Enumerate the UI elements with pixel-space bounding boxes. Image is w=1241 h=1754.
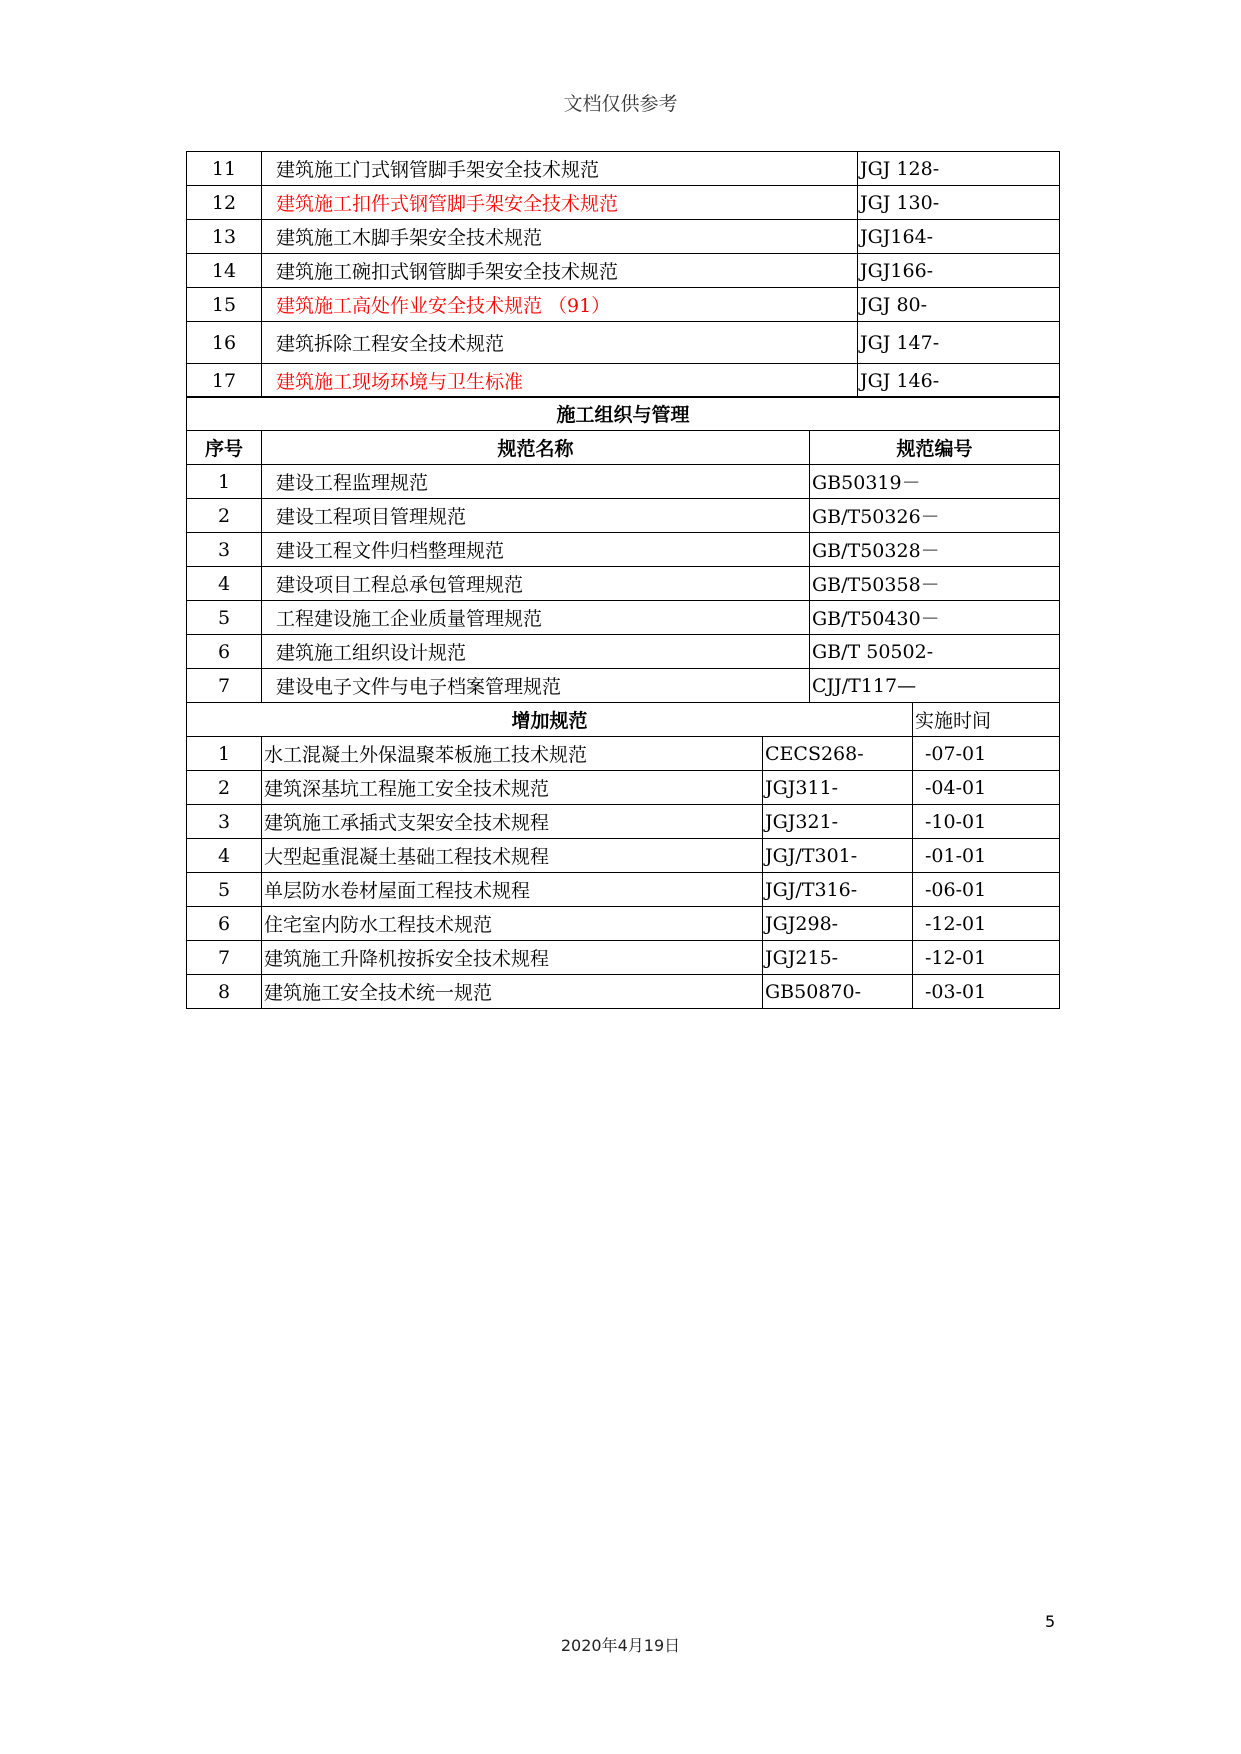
standard-name: 水工混凝土外保温聚苯板施工技术规范 [262, 737, 763, 771]
table-row [187, 465, 1060, 499]
standard-name: 建设工程监理规范 [262, 465, 810, 499]
standard-code: JGJ215- [763, 941, 913, 975]
section-title-management: 施工组织与管理 [187, 397, 1060, 431]
row-number: 5 [187, 873, 262, 907]
table-row [187, 941, 1060, 975]
col-header-num: 序号 [187, 431, 262, 465]
col-header-code: 规范编号 [810, 431, 1060, 465]
standard-code: GB50319－ [810, 465, 1060, 499]
construction-management-table [186, 396, 1060, 703]
standard-code: JGJ311- [763, 771, 913, 805]
standard-code: JGJ 80- [858, 288, 1060, 322]
row-number: 7 [187, 941, 262, 975]
effective-date: -06-01 [913, 873, 1060, 907]
table-row [187, 322, 1060, 364]
effective-date: -07-01 [913, 737, 1060, 771]
effective-date: -01-01 [913, 839, 1060, 873]
table-row [187, 635, 1060, 669]
row-number: 1 [187, 465, 262, 499]
table-row [187, 737, 1060, 771]
table2-body [187, 465, 1060, 703]
col-header-date: 实施时间 [913, 703, 1060, 737]
standard-code: JGJ 146- [858, 364, 1060, 398]
standard-name: 住宅室内防水工程技术规范 [262, 907, 763, 941]
footer-date: 2020年4月19日 [560, 1636, 681, 1655]
table-row [187, 254, 1060, 288]
row-number: 3 [187, 805, 262, 839]
standard-name: 建筑施工承插式支架安全技术规程 [262, 805, 763, 839]
standard-name: 建筑施工高处作业安全技术规范 （91） [262, 288, 858, 322]
table-row [187, 601, 1060, 635]
standard-code: JGJ 130- [858, 186, 1060, 220]
table-row [187, 805, 1060, 839]
standard-name: 建筑施工碗扣式钢管脚手架安全技术规范 [262, 254, 858, 288]
standard-code: GB/T50358－ [810, 567, 1060, 601]
row-number: 17 [187, 364, 262, 398]
standard-code: JGJ/T316- [763, 873, 913, 907]
row-number: 4 [187, 567, 262, 601]
row-number: 12 [187, 186, 262, 220]
standards-table-continued [186, 151, 1060, 398]
standard-name: 单层防水卷材屋面工程技术规程 [262, 873, 763, 907]
standard-code: JGJ 147- [858, 322, 1060, 364]
standard-name: 建筑施工安全技术统一规范 [262, 975, 763, 1009]
standard-code: JGJ321- [763, 805, 913, 839]
row-number: 4 [187, 839, 262, 873]
row-number: 11 [187, 152, 262, 186]
row-number: 5 [187, 601, 262, 635]
effective-date: -03-01 [913, 975, 1060, 1009]
page-number: 5 [1045, 1612, 1056, 1631]
standard-name: 建设工程项目管理规范 [262, 499, 810, 533]
standard-name: 建筑施工升降机按拆安全技术规程 [262, 941, 763, 975]
table-row [187, 873, 1060, 907]
standard-code: GB/T 50502- [810, 635, 1060, 669]
standard-name: 建筑施工门式钢管脚手架安全技术规范 [262, 152, 858, 186]
standard-code: GB/T50430－ [810, 601, 1060, 635]
row-number: 6 [187, 635, 262, 669]
standard-code: CECS268- [763, 737, 913, 771]
table-row [187, 186, 1060, 220]
standard-name: 建设项目工程总承包管理规范 [262, 567, 810, 601]
page-header: 文档仅供参考 [563, 93, 678, 115]
row-number: 1 [187, 737, 262, 771]
row-number: 16 [187, 322, 262, 364]
row-number: 14 [187, 254, 262, 288]
table-row [187, 669, 1060, 703]
standard-code: GB50870- [763, 975, 913, 1009]
table1-body [187, 152, 1060, 398]
standard-name: 建设工程文件归档整理规范 [262, 533, 810, 567]
standard-code: CJJ/T117— [810, 669, 1060, 703]
standard-code: JGJ 128- [858, 152, 1060, 186]
table-row [187, 771, 1060, 805]
standard-name: 工程建设施工企业质量管理规范 [262, 601, 810, 635]
added-standards-table [186, 702, 1060, 1009]
row-number: 7 [187, 669, 262, 703]
standard-name: 建筑施工扣件式钢管脚手架安全技术规范 [262, 186, 858, 220]
table-row [187, 364, 1060, 398]
table-row [187, 152, 1060, 186]
row-number: 3 [187, 533, 262, 567]
standard-code: GB/T50328－ [810, 533, 1060, 567]
row-number: 2 [187, 499, 262, 533]
effective-date: -10-01 [913, 805, 1060, 839]
standard-code: JGJ/T301- [763, 839, 913, 873]
standard-name: 建筑施工现场环境与卫生标准 [262, 364, 858, 398]
effective-date: -04-01 [913, 771, 1060, 805]
standard-code: JGJ298- [763, 907, 913, 941]
effective-date: -12-01 [913, 907, 1060, 941]
table-row [187, 288, 1060, 322]
table-row [187, 839, 1060, 873]
table-row [187, 220, 1060, 254]
row-number: 2 [187, 771, 262, 805]
row-number: 8 [187, 975, 262, 1009]
row-number: 6 [187, 907, 262, 941]
table-row [187, 567, 1060, 601]
table3-body [187, 737, 1060, 1009]
standard-name: 建筑深基坑工程施工安全技术规范 [262, 771, 763, 805]
standard-name: 大型起重混凝土基础工程技术规程 [262, 839, 763, 873]
effective-date: -12-01 [913, 941, 1060, 975]
row-number: 15 [187, 288, 262, 322]
standard-code: JGJ164- [858, 220, 1060, 254]
col-header-name: 规范名称 [262, 431, 810, 465]
standard-name: 建筑施工木脚手架安全技术规范 [262, 220, 858, 254]
standard-name: 建设电子文件与电子档案管理规范 [262, 669, 810, 703]
standard-code: JGJ166- [858, 254, 1060, 288]
standard-code: GB/T50326－ [810, 499, 1060, 533]
row-number: 13 [187, 220, 262, 254]
standard-name: 建筑拆除工程安全技术规范 [262, 322, 858, 364]
table-row [187, 533, 1060, 567]
table-row [187, 975, 1060, 1009]
section-title-added: 增加规范 [187, 703, 913, 737]
table-row [187, 907, 1060, 941]
table-row [187, 499, 1060, 533]
standard-name: 建筑施工组织设计规范 [262, 635, 810, 669]
